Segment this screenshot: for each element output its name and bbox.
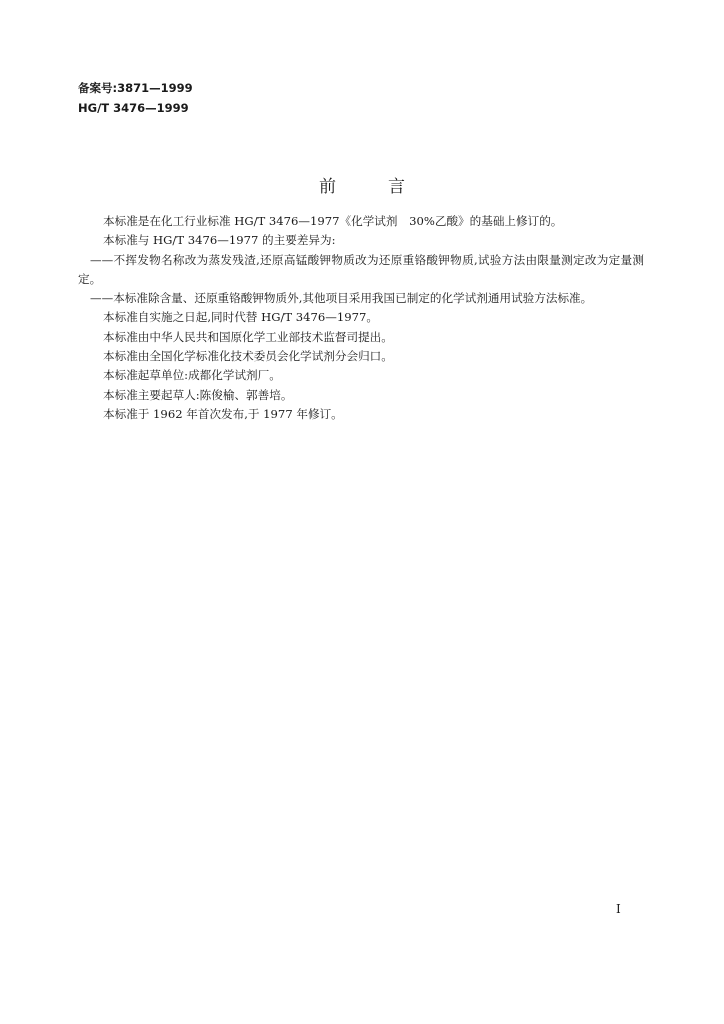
foreword-body bbox=[78, 212, 644, 424]
paragraph-administrator: 本标准由全国化学标准化技术委员会化学试剂分会归口。 bbox=[103, 349, 393, 364]
paragraph-drafters: 本标准主要起草人:陈俊榆、郭善培。 bbox=[103, 387, 293, 402]
standard-code: HG/T 3476—1999 bbox=[78, 101, 189, 115]
paragraph-difference-item: ——不挥发物名称改为蒸发残渣,还原高锰酸钾物质改为还原重铬酸钾物质,试验方法由限量测定改为定量测定。 bbox=[78, 252, 644, 286]
paragraph-differences-intro: 本标准与 HG/T 3476—1977 的主要差异为: bbox=[103, 233, 336, 248]
page-title: 前言 bbox=[319, 177, 457, 197]
document-header bbox=[78, 78, 193, 118]
filing-number: 备案号:3871—1999 bbox=[78, 81, 193, 95]
paragraph-drafting-unit: 本标准起草单位:成都化学试剂厂。 bbox=[103, 368, 281, 383]
paragraph-revision-basis: 本标准是在化工行业标准 HG/T 3476—1977《化学试剂 30%乙酸》的基础上修订的。 bbox=[103, 214, 563, 228]
paragraph-replacement: 本标准自实施之日起,同时代替 HG/T 3476—1977。 bbox=[103, 310, 378, 325]
paragraph-history: 本标准于 1962 年首次发布,于 1977 年修订。 bbox=[103, 406, 343, 421]
paragraph-proposer: 本标准由中华人民共和国原化学工业部技术监督司提出。 bbox=[103, 329, 393, 344]
paragraph-difference-item: ——本标准除含量、还原重铬酸钾物质外,其他项目采用我国已制定的化学试剂通用试验方法标准。 bbox=[90, 291, 593, 306]
page-number: I bbox=[616, 902, 621, 916]
